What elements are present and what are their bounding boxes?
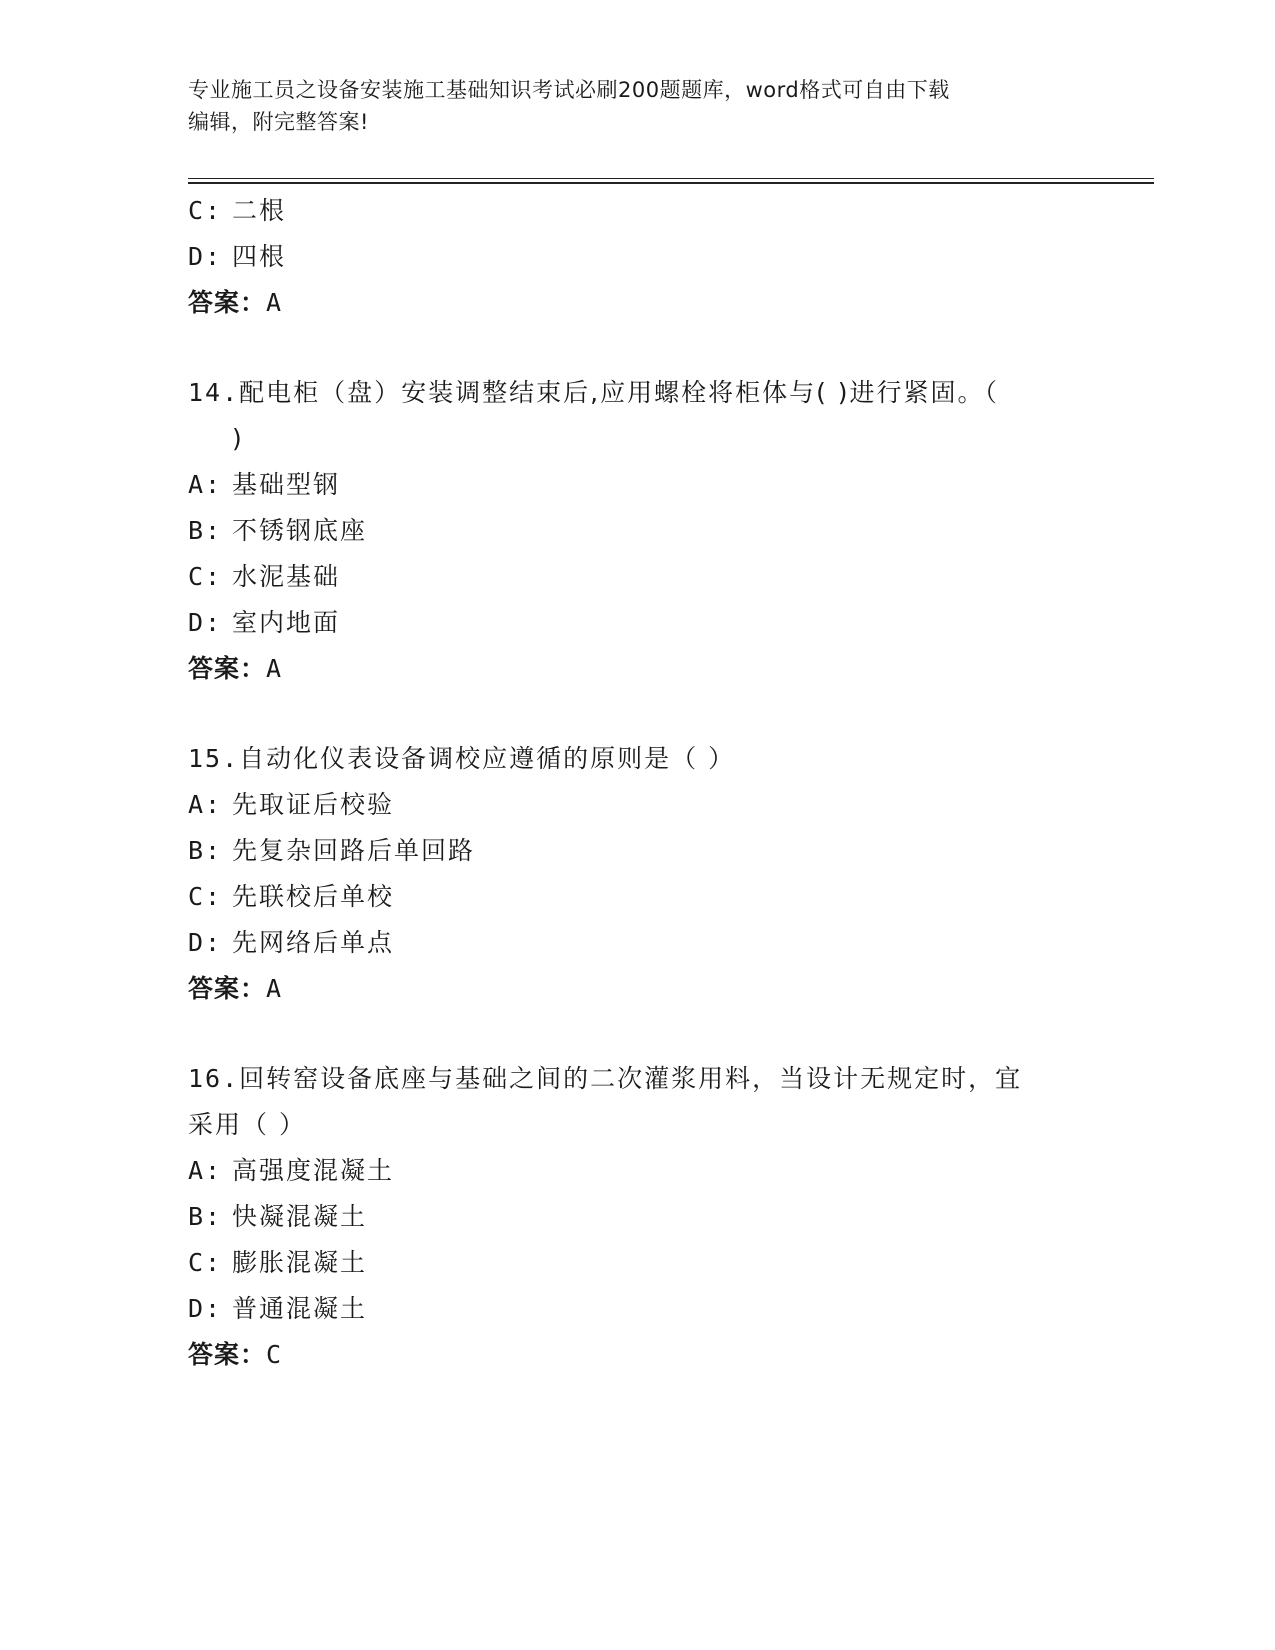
header-line-2: 编辑，附完整答案!	[188, 110, 369, 134]
option-label: B:	[188, 516, 223, 545]
option-label: A:	[188, 790, 223, 819]
option-line	[188, 1240, 1088, 1286]
option-text: 高强度混凝土	[232, 1156, 395, 1185]
option-label: D:	[188, 1294, 223, 1323]
header-rule-thick	[188, 182, 1154, 184]
question-stem	[188, 1056, 1088, 1102]
answer-value: C	[266, 1340, 283, 1369]
question-text: 配电柜（盘）安装调整结束后,应用螺栓将柜体与( )进行紧固。（	[239, 378, 1000, 407]
option-label: C:	[188, 1248, 223, 1277]
option-line	[188, 508, 1088, 554]
option-text: 先网络后单点	[232, 928, 395, 957]
question-list	[188, 188, 1088, 1378]
option-label: B:	[188, 1202, 223, 1231]
option-line	[188, 554, 1088, 600]
header-line-1: 专业施工员之设备安装施工基础知识考试必刷200题题库，word格式可自由下载	[188, 78, 950, 102]
answer-value: A	[266, 974, 283, 1003]
answer-line	[188, 280, 1088, 326]
option-text: 普通混凝土	[232, 1294, 368, 1323]
option-line	[188, 1148, 1088, 1194]
answer-label: 答案：	[188, 654, 267, 683]
question-number: 16.	[188, 1064, 240, 1093]
option-label: C:	[188, 882, 223, 911]
answer-line	[188, 646, 1088, 692]
question-number: 15.	[188, 744, 240, 773]
question-stem-continuation: )	[232, 424, 244, 453]
option-label: A:	[188, 1156, 223, 1185]
option-text: 先联校后单校	[232, 882, 395, 911]
document-header	[188, 74, 1088, 138]
answer-line	[188, 1332, 1088, 1378]
question-text: 回转窑设备底座与基础之间的二次灌浆用料，当设计无规定时，宜	[239, 1064, 1023, 1093]
option-label: D:	[188, 242, 223, 271]
question-stem-continuation: 采用（ ）	[188, 1110, 306, 1139]
option-text: 基础型钢	[232, 470, 341, 499]
option-label: C:	[188, 562, 223, 591]
option-label: C:	[188, 196, 223, 225]
option-line	[188, 1286, 1088, 1332]
option-text: 四根	[232, 242, 287, 271]
answer-value: A	[266, 288, 283, 317]
option-text: 不锈钢底座	[232, 516, 368, 545]
option-text: 膨胀混凝土	[232, 1248, 368, 1277]
option-line	[188, 828, 1088, 874]
answer-label: 答案：	[188, 288, 267, 317]
option-line	[188, 920, 1088, 966]
option-line	[188, 1194, 1088, 1240]
option-label: D:	[188, 608, 223, 637]
option-line	[188, 782, 1088, 828]
answer-line	[188, 966, 1088, 1012]
option-line	[188, 462, 1088, 508]
option-text: 水泥基础	[232, 562, 341, 591]
answer-label: 答案：	[188, 974, 267, 1003]
option-text: 室内地面	[232, 608, 341, 637]
question-stem	[188, 736, 1088, 782]
option-line	[188, 874, 1088, 920]
option-label: A:	[188, 470, 223, 499]
question-stem	[188, 370, 1088, 416]
question-number: 14.	[188, 378, 240, 407]
option-line	[188, 234, 1088, 280]
option-line	[188, 188, 1088, 234]
option-label: D:	[188, 928, 223, 957]
answer-value: A	[266, 654, 283, 683]
answer-label: 答案：	[188, 1340, 267, 1369]
option-text: 先取证后校验	[232, 790, 395, 819]
question-text: 自动化仪表设备调校应遵循的原则是（ ）	[239, 744, 736, 773]
option-text: 二根	[232, 196, 287, 225]
option-text: 先复杂回路后单回路	[232, 836, 476, 865]
header-rule-thin	[188, 178, 1154, 179]
option-label: B:	[188, 836, 223, 865]
option-line	[188, 600, 1088, 646]
option-text: 快凝混凝土	[232, 1202, 368, 1231]
